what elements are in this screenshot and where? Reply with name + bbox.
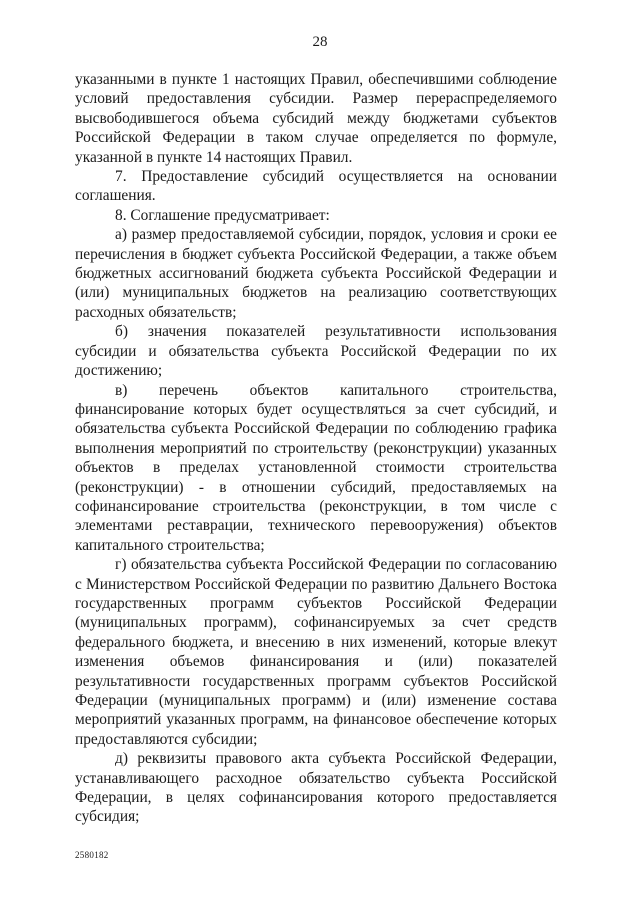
page-number: 28 xyxy=(312,34,328,50)
document-code: 2580182 xyxy=(75,850,109,860)
document-body xyxy=(75,70,557,827)
paragraph-continuation: указанными в пункте 1 настоящих Правил, обеспечившими соблюдение условий предоставления субсидии. Размер перераспределяемого высвободившегося объема субсидий между бюджетами субъектов Российской Федерации в таком случае определяется по формуле, указанной в пункте 14 настоящих Правил. xyxy=(75,71,557,166)
subparagraph-g: г) обязательства субъекта Российской Федерации по согласованию с Министерством Российской Федерации по развитию Дальнего Востока государственных программ субъектов Российской Федерации (муниципальных программ), софинансируемых за счет средств федерального бюджета, и внесению в них изменений, которые влекут изменения объемов финансирования и (или) показателей результативности государственных программ субъектов Российской Федерации (муниципальных программ) и (или) изменение состава мероприятий указанных программ, на финансовое обеспечение которых предоставляются субсидии; xyxy=(75,556,557,748)
subparagraph-a: а) размер предоставляемой субсидии, порядок, условия и сроки ее перечисления в бюджет субъекта Российской Федерации, а также объем бюджетных ассигнований бюджета субъекта Российской Федерации и (или) муниципальных бюджетов на реализацию соответствующих расходных обязательств; xyxy=(75,226,557,321)
subparagraph-d: д) реквизиты правового акта субъекта Российской Федерации, устанавливающего расходное обязательство субъекта Российской Федерации, в целях софинансирования которого предоставляется субсидия; xyxy=(75,750,557,826)
paragraph-item-8: 8. Соглашение предусматривает: xyxy=(115,206,330,224)
paragraph-item-7: 7. Предоставление субсидий осуществляется на основании соглашения. xyxy=(75,168,557,205)
subparagraph-b: б) значения показателей результативности использования субсидии и обязательства субъекта Российской Федерации по их достижению; xyxy=(75,323,557,380)
subparagraph-v: в) перечень объектов капитального строительства, финансирование которых будет осуществляться за счет субсидий, и обязательства субъекта Российской Федерации по соблюдению графика выполнения мероприятий по строительству (реконструкции) указанных объектов в пределах установленной стоимости строительства (реконструкции) - в отношении субсидий, предоставляемых на софинансирование строительства (реконструкции, в том числе с элементами реставрации, технического перевооружения) объектов капитального строительства; xyxy=(75,381,557,554)
